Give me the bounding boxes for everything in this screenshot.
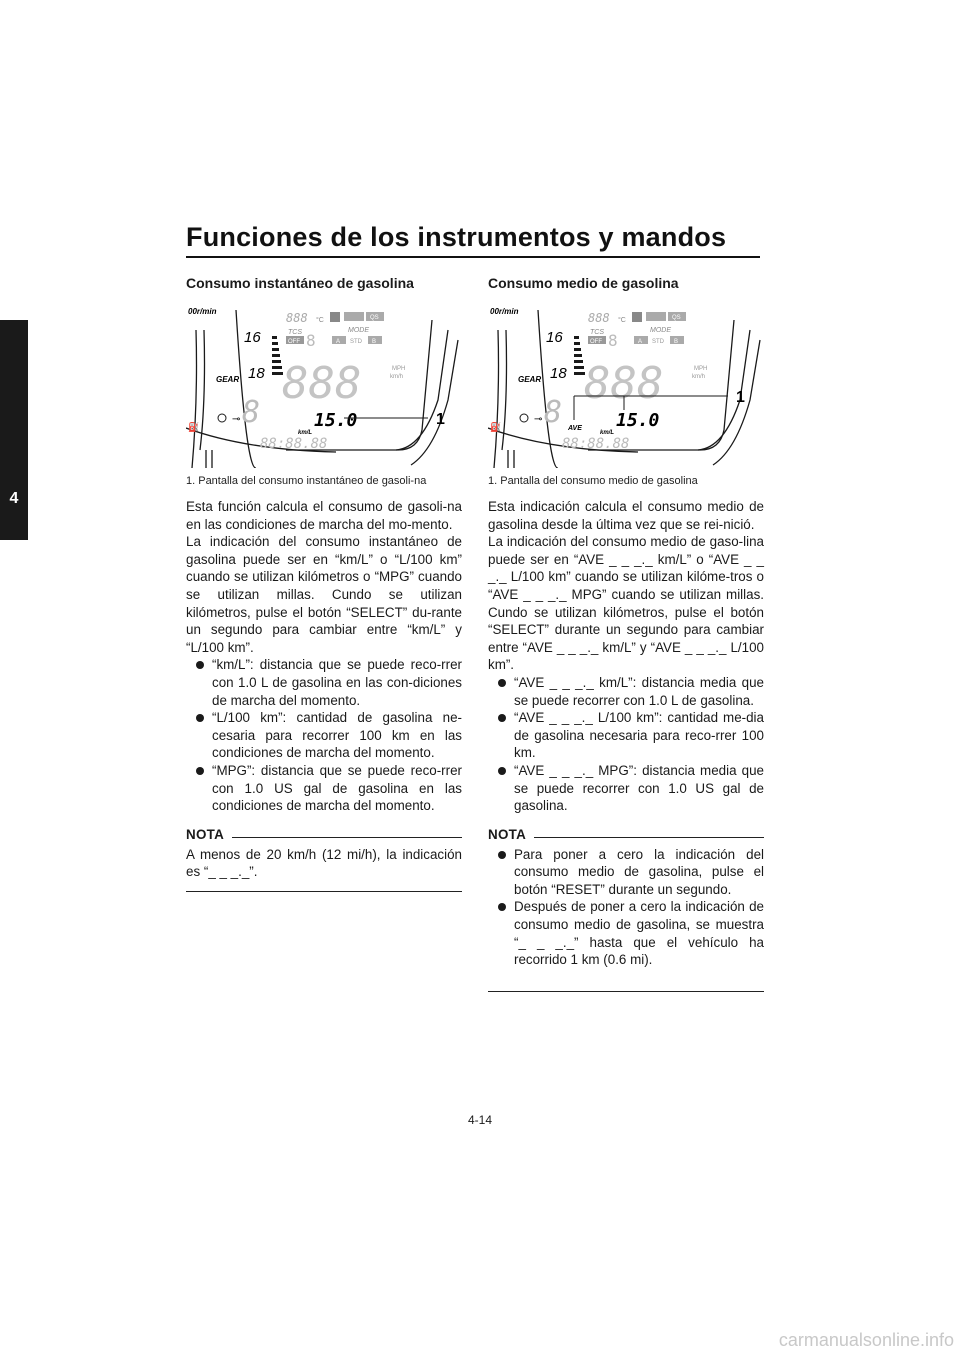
nota-text: A menos de 20 km/h (12 mi/h), la indicación es “_ _ _._”. — [186, 846, 462, 880]
temp-digits: 888 — [286, 311, 308, 325]
qs-label: QS — [370, 315, 379, 321]
nota-rule — [232, 837, 462, 838]
qs-badge-1 — [646, 312, 666, 321]
nota-bullet-list — [488, 846, 764, 969]
neutral-indicator — [520, 414, 528, 422]
key-icon: ⊸ — [534, 414, 543, 425]
paragraph: Esta indicación calcula el consumo medio de gasolina desde la última vez que se rei-nició. — [488, 499, 764, 532]
tcs-label: TCS — [288, 329, 302, 336]
list-item: “L/100 km”: cantidad de gasolina ne-cesaria para recorrer 100 km en las condiciones de marcha del momento. — [186, 709, 462, 762]
fuel-pump-icon: ⛽ — [188, 423, 200, 433]
gear-digit: 8 — [544, 395, 563, 430]
temp-unit: °C — [316, 317, 324, 324]
off-label: OFF — [288, 339, 300, 345]
qs-label: QS — [672, 315, 681, 321]
rpm-tick-16: 16 — [244, 329, 261, 346]
nota-header — [186, 827, 462, 842]
left-column — [186, 274, 462, 892]
bullet-icon — [498, 851, 506, 859]
list-item: “AVE _ _ _._ L/100 km”: cantidad me-dia de gasolina necesaria para reco-rrer 100 km. — [488, 709, 764, 762]
neutral-indicator — [218, 414, 226, 422]
body-text — [186, 498, 462, 815]
mode-std: STD — [350, 339, 362, 345]
rpm-unit-label: 00r/min — [188, 307, 217, 316]
gear-label: GEAR — [216, 375, 240, 384]
nota-end-rule — [488, 991, 764, 992]
tcs-digit: 8 — [608, 331, 618, 350]
list-item: “MPG”: distancia que se puede reco-rrer con 1.0 US gal de gasolina en las condiciones de marcha del momento. — [186, 762, 462, 815]
paragraph: La indicación del consumo instantáneo de gasolina puede ser en “km/L” o “L/100 km” cuando se utilizan kilómetros o “MPG” cuando se utilizan millas. Cundo se utilizan kilómetros, pulse el botón “SELECT” du-rante un segundo para cambiar entre “km/L” y “L/100 km”. — [186, 534, 462, 655]
coolant-icon — [632, 312, 642, 322]
figure-caption: 1. Pantalla del consumo medio de gasolina — [488, 475, 698, 487]
instant-consumption-figure — [186, 300, 462, 468]
list-item: “km/L”: distancia que se puede reco-rrer con 1.0 L de gasolina en las con-diciones de marcha del momento. — [186, 656, 462, 709]
nota-header — [488, 827, 764, 842]
mode-label: MODE — [650, 327, 671, 334]
figure-caption: 1. Pantalla del consumo instantáneo de gasoli-na — [186, 475, 427, 487]
nota-label: NOTA — [186, 826, 225, 842]
fuel-unit: km/L — [600, 430, 615, 436]
list-item: “AVE _ _ _._ MPG”: distancia media que se puede recorrer con 1.0 US gal de gasolina. — [488, 762, 764, 815]
bullet-icon — [196, 714, 204, 722]
bullet-icon — [196, 767, 204, 775]
gauge-arc — [192, 330, 197, 468]
tcs-digit: 8 — [306, 331, 316, 350]
gear-digit: 8 — [242, 395, 261, 430]
tcs-label: TCS — [590, 329, 604, 336]
clock-digits: 88:88.88 — [260, 436, 328, 452]
section-title-average: Consumo medio de gasolina — [488, 275, 679, 291]
title-rule — [186, 256, 760, 258]
callout-number: 1 — [436, 411, 445, 428]
bullet-list — [488, 674, 764, 815]
fuel-pump-icon: ⛽ — [490, 423, 502, 433]
fuel-value: 15.0 — [314, 410, 358, 431]
chapter-number: 4 — [9, 490, 19, 507]
section-title-instant: Consumo instantáneo de gasolina — [186, 275, 414, 291]
speed-unit-mph: MPH — [392, 366, 406, 372]
ave-label: AVE — [568, 425, 582, 432]
bullet-icon — [498, 767, 506, 775]
speed-digits: 888 — [282, 358, 362, 409]
rpm-unit-label: 00r/min — [490, 307, 519, 316]
list-item: “AVE _ _ _._ km/L”: distancia media que se puede recorrer con 1.0 L de gasolina. — [488, 674, 764, 709]
mode-std: STD — [652, 339, 664, 345]
bullet-icon — [498, 714, 506, 722]
right-column — [488, 274, 764, 992]
mode-b: B — [674, 339, 679, 345]
gear-label: GEAR — [518, 375, 542, 384]
page-number: 4-14 — [467, 1113, 493, 1127]
nota-end-rule — [186, 891, 462, 892]
temp-digits: 888 — [588, 311, 610, 325]
list-item: Después de poner a cero la indicación de consumo medio de gasolina, se muestra “_ _ _._” hasta que el vehículo ha recorrido 1 km (0.6 mi). — [488, 898, 764, 968]
page-title: Funciones de los instrumentos y mandos — [186, 222, 727, 252]
mode-a: A — [638, 339, 643, 345]
nota-rule — [534, 837, 764, 838]
qs-badge-1 — [344, 312, 364, 321]
gauge-arc-inner — [200, 330, 205, 450]
mode-a: A — [336, 339, 341, 345]
coolant-icon — [330, 312, 340, 322]
average-consumption-figure — [488, 300, 764, 468]
nota-label: NOTA — [488, 826, 527, 842]
fuel-unit: km/L — [298, 430, 313, 436]
speed-unit-kmh: km/h — [692, 374, 706, 380]
list-item: Para poner a cero la indicación del consumo medio de gasolina, pulse el botón “RESET” durante un segundo. — [488, 846, 764, 899]
paragraph: La indicación del consumo medio de gaso-lina puede ser en “AVE _ _ _._ km/L” o “AVE _ _ _._ L/100 km” cuando se utilizan kilóme-tros o “AVE _ _ _._ MPG” cuando se utilizan millas. Cundo se utilizan kilómetros, pulse el botón “SELECT” durante un segundo para cambiar entre “AVE _ _ _._ km/L” y “AVE _ _ _._ L/100 km”. — [488, 534, 764, 673]
bullet-list — [186, 656, 462, 814]
mode-label: MODE — [348, 327, 369, 334]
rpm-tick-18: 18 — [248, 365, 265, 382]
off-label: OFF — [590, 339, 602, 345]
bullet-icon — [498, 679, 506, 687]
bullet-icon — [196, 661, 204, 669]
speed-digits: 888 — [584, 358, 664, 409]
speed-unit-kmh: km/h — [390, 374, 404, 380]
clock-digits: 88:88.88 — [562, 436, 630, 452]
bullet-icon — [498, 903, 506, 911]
rpm-tick-16: 16 — [546, 329, 563, 346]
paragraph: Esta función calcula el consumo de gasoli-na en las condiciones de marcha del mo-mento. — [186, 499, 462, 532]
mode-b: B — [372, 339, 377, 345]
rpm-tick-18: 18 — [550, 365, 567, 382]
body-text — [488, 498, 764, 815]
key-icon: ⊸ — [232, 414, 241, 425]
fuel-value: 15.0 — [616, 410, 660, 431]
watermark: carmanualsonline.info — [778, 1330, 954, 1350]
callout-number: 1 — [736, 389, 745, 406]
temp-unit: °C — [618, 317, 626, 324]
speed-unit-mph: MPH — [694, 366, 708, 372]
